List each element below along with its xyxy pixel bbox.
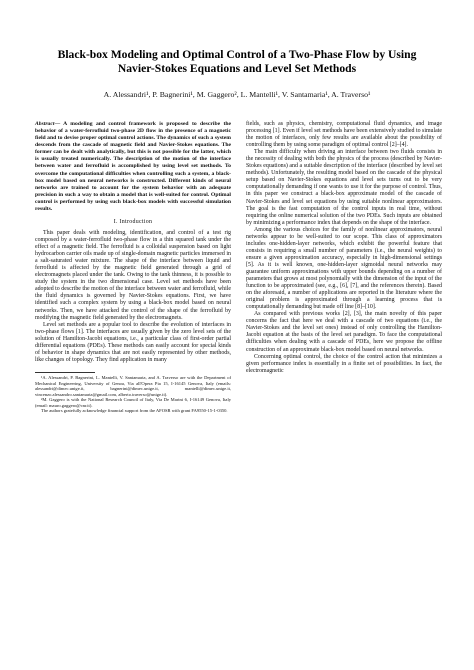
intro-paragraph: This paper deals with modeling, identification, and control of a test rig composed by a water-ferrofluid two-phase flow in a thin squared tank under the effect of a magnetic field. The ferrofluid is a colloidal suspension based on light hydrocarbon carrier oils made up of single-domain magnetic particles immersed in a salt-saturated water mixture. The shape of the interface between liquid and ferrofluid is affected by the magnetic field generated through a grid of electromagnets placed under the tank. Owing to the tank thinness, it is possible to study the system in the two dimensional case. Level set methods have been adopted to describe the motion of the interface between water and ferrofluid, while the fluid dynamics is governed by Navier-Stokes equations. First, we have identified such a complex system by using a black-box model based on neural networks. Then, we have attacked the control of the shape of the ferrofluid by modifying the magnetic field generated by the electromagnets.	[35, 230, 231, 321]
footnote-affiliation-cnr: ²M. Gaggero is with the National Research Council of Italy, Via De Marini 6, I-16149 Genova, Italy (email: mauro.gaggero@cnr.it).	[35, 397, 231, 408]
abstract	[35, 121, 231, 213]
author-list: A. Alessandri¹, P. Bagnerini¹, M. Gaggero², L. Mantelli¹, V. Santamaria¹, A. Traverso¹	[103, 90, 371, 99]
body-paragraph: Concerning optimal control, the choice of the control action that minimizes a given performance index is essentially in a finite set of possibilities. In fact, the electromagnetic	[246, 353, 442, 374]
body-paragraph: The main difficulty when driving an interface between two fluids consists in the necessity of dealing with both the physics of the process (described by Navier-Stokes equations) and a suitable description of the interface (described by level set methods). Unfortunately, the resulting model based on the cascade of the physical setup based on Navier-Stokes equations and level sets turns out to be very computationally demanding if one wants to use it for the purpose of control. Thus, in this paper we construct a black-box approximate model of the cascade of Navier-Stokes and level set equations by using suitable nonlinear approximators. The goal is the fast computation of the control inputs in real time, without requiring the online numerical solution of the two PDEs. Such inputs are obtained by minimizing a performance index that depends on the shape of the interface.	[246, 149, 442, 226]
paper-title: Black-box Modeling and Optimal Control of a Two-Phase Flow by Using Navier-Stokes Equations and Level Set Methods	[57, 48, 417, 75]
body-paragraph: Among the various choices for the family of nonlinear approximators, neural networks appear to be well-suited to our scope. This class of approximators includes one-hidden-layer networks, which exhibit the powerful feature that consists in requiring a small number of parameters (i.e., the neural weights) to ensure a given approximation accuracy, especially in high-dimensional settings [5]. As it is well known, one-hidden-layer sigmoidal neural networks may guarantee uniform approximations with upper bounds depending on a number of parameters that grows at most polynomially with the dimension of the input of the function to be approximated (see, e.g., [6], [7], and the references therein). Based on the aforesaid, a number of applications are reported in the literature where the original problem is approximated through a learning process that is computationally demanding but made off line [8]–[10].	[246, 226, 442, 311]
body-paragraph: As compared with previous works [2], [3], the main novelty of this paper concerns the fact that here we deal with a cascade of two equations (i.e., the Navier-Stokes and the level set ones) instead of only controlling the Hamilton-Jacobi equation at the basis of the level set paradigm. To face the computational difficulties when dealing with a cascade of PDEs, here we propose the offline construction of an approximate black-box model based on neural networks.	[246, 311, 442, 353]
footnote-affiliations: ¹A. Alessandri, P. Bagnerini, L. Mantelli, V. Santamaria, and A. Traverso are with the Department of Mechanical Engineering, University of Genoa, Via all'Opera Pia 15, I-16145 Genova, Italy (emails: alessandri@dimec.unige.it, bagnerini@dimec.unige.it, mantelli@dimec.unige.it, vincenzo.alessandro.santamaria@gmail.com, alberto.traverso@unige.it).	[35, 374, 231, 397]
left-column	[35, 121, 231, 414]
footnote-acknowledgment: The authors gratefully acknowledge financial support from the AFOSR with grant FA9550-15-1-0350.	[41, 408, 228, 414]
footnote-rule	[35, 372, 95, 373]
abstract-label: Abstract	[35, 121, 55, 127]
body-paragraph: fields, such as physics, chemistry, computational fluid dynamics, and image processing [1]. Even if level set methods have been extensively studied to simulate the motion of interfaces, only few results are available about the possibility of controlling them by using some paradigm of optimal control [2]–[4].	[246, 121, 442, 149]
abstract-text: — A modeling and control framework is proposed to describe the behavior of a water-ferrofluid two-phase 2D flow in the presence of a magnetic field and to devise proper optimal control actions. The dynamics of such a system descends from the cascade of magnetic field and Navier-Stokes equations. The former can be dealt with analytically, but this is not possible for the latter, which is usually treated numerically. The description of the motion of the interface between water and ferrofluid is accomplished by using level set methods. To overcome the computational difficulties when controlling such a system, a black-box model based on neural networks is constructed. Different kinds of neural networks are trained to account for the system behavior with an adequate precision in such a way to obtain a model that is well-suited for control. Optimal control is performed by using such black-box models with successful simulation results.	[35, 121, 231, 212]
section-heading-introduction: I. Introduction	[113, 219, 153, 226]
intro-paragraph: Level set methods are a popular tool to describe the evolution of interfaces in two-phase flows [1]. The interfaces are usually given by the zero level sets of the solution of Hamilton-Jacobi equations, i.e., a particular class of first-order partial differential equations (PDEs). These methods can easily account for special kinds of behavior in shape dynamics that are not easily represented by other methods, like changes of topology. They find application in many	[35, 321, 231, 363]
right-column	[246, 121, 442, 375]
